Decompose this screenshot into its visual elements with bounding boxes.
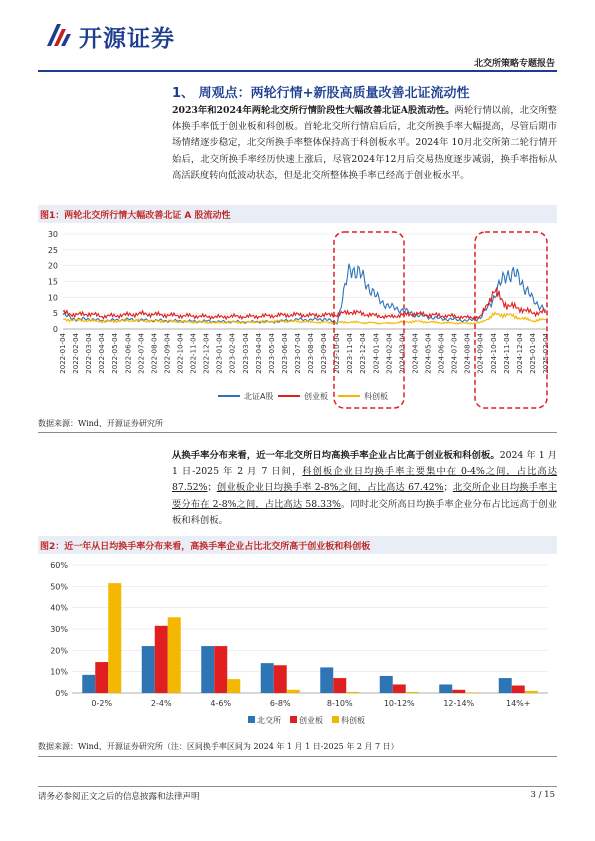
- x-tick-label: 2022-12-04: [202, 333, 211, 374]
- logo-text: 开源证券: [79, 26, 175, 52]
- x-tick-label: 2023-01-04: [215, 333, 224, 374]
- legend-swatch: [290, 716, 297, 723]
- x-tick-label: 2024-09-04: [476, 333, 485, 374]
- x-tick-label: 2023-09-04: [320, 333, 329, 374]
- figure-2-chart: [38, 558, 558, 738]
- footer-disclaimer: 请务必参阅正文之后的信息披露和法律声明: [38, 792, 200, 802]
- x-tick-label: 2024-04-04: [411, 333, 420, 374]
- bar-0-1: [142, 646, 155, 693]
- bar-1-5: [393, 684, 406, 693]
- x-tick-label: 2022-10-04: [176, 333, 185, 374]
- paragraph-2-sep-2: ；: [443, 482, 453, 494]
- legend-swatch: [248, 716, 255, 723]
- y-tick-label: 50%: [50, 582, 68, 592]
- x-tick-label: 2025-02-04: [542, 333, 550, 374]
- y-tick-label: 20%: [50, 646, 68, 656]
- x-tick-label: 14%+: [506, 699, 531, 708]
- x-tick-label: 2024-02-04: [385, 333, 394, 374]
- logo-mark-icon: [45, 20, 73, 50]
- x-tick-label: 12-14%: [443, 699, 475, 708]
- y-tick-label: 40%: [50, 603, 68, 613]
- bar-0-3: [261, 663, 274, 693]
- bar-2-3: [287, 690, 300, 693]
- x-tick-label: 2024-07-04: [450, 333, 459, 374]
- legend-label: 科创板: [341, 716, 365, 725]
- bar-0-7: [499, 678, 512, 693]
- bar-1-2: [214, 646, 227, 693]
- x-tick-label: 2023-03-04: [241, 333, 250, 374]
- legend-label: 北交所: [257, 716, 281, 725]
- footer-rule: [38, 786, 557, 787]
- x-tick-label: 2022-06-04: [124, 333, 133, 374]
- x-tick-label: 2022-03-04: [85, 333, 94, 374]
- x-tick-label: 2-4%: [150, 699, 172, 708]
- y-tick-label: 0%: [55, 689, 68, 698]
- bar-1-1: [155, 626, 168, 693]
- series-line-1: [63, 289, 546, 320]
- bar-1-7: [512, 686, 525, 693]
- paragraph-1: [172, 103, 557, 184]
- x-tick-label: 10-12%: [383, 699, 415, 708]
- x-tick-label: 2023-12-04: [359, 333, 368, 374]
- figure-1-chart: [38, 226, 558, 416]
- bar-0-2: [201, 646, 214, 693]
- y-tick-label: 10: [47, 293, 58, 303]
- bar-2-2: [227, 679, 240, 693]
- x-tick-label: 2023-07-04: [293, 333, 302, 374]
- x-tick-label: 6-8%: [269, 699, 291, 708]
- x-tick-label: 2022-01-04: [59, 333, 67, 374]
- figure-2-source: 数据来源：Wind、开源证券研究所（注：区间换手率区间为 2024 年 1 月 1 日-2025 年 2 月 7 日）: [38, 742, 399, 751]
- x-tick-label: 2024-12-04: [515, 333, 524, 374]
- bar-1-3: [274, 665, 287, 693]
- x-tick-label: 2024-10-04: [489, 333, 498, 374]
- bar-2-6: [465, 692, 478, 693]
- paragraph-2-tail: 。同时北交所高日均换手率企业分布占比远高于创业板和科创板。: [172, 498, 557, 526]
- y-tick-label: 30: [47, 230, 58, 239]
- legend-label: 创业板: [299, 716, 323, 725]
- report-type: 北交所策略专题报告: [473, 59, 555, 69]
- figure-1-title: 图1：两轮北交所行情大幅改善北证 A 股流动性: [40, 211, 231, 221]
- x-tick-label: 2023-11-04: [346, 333, 355, 374]
- x-tick-label: 2023-10-04: [333, 333, 342, 374]
- y-tick-label: 0: [52, 325, 58, 334]
- y-tick-label: 20: [47, 261, 58, 271]
- figure-1-rule: [38, 432, 557, 433]
- logo: [45, 18, 225, 52]
- legend-label: 北证A股: [244, 392, 274, 401]
- bar-2-7: [525, 691, 538, 693]
- x-tick-label: 2024-11-04: [502, 333, 511, 374]
- paragraph-2: [172, 448, 557, 529]
- x-tick-label: 2024-05-04: [424, 333, 433, 374]
- paragraph-2-star-market-stat: 科创板企业日均换手率主要集中在 0-4%之间，占比高达 87.52%: [172, 466, 557, 494]
- paragraph-2-bse-stat: 北交所企业日均换手率主要分布在 2-8%之间，占比高达 58.33%: [172, 482, 557, 510]
- highlight-box-first-rally: [334, 232, 407, 408]
- x-tick-label: 2022-11-04: [189, 333, 198, 374]
- bar-2-1: [168, 617, 181, 693]
- x-tick-label: 2023-08-04: [307, 333, 316, 374]
- y-tick-label: 30%: [50, 625, 68, 634]
- page-number: 3 / 15: [530, 790, 555, 800]
- paragraph-1-body: 两轮行情以前，北交所整体换手率低于创业板和科创板。首轮北交所行情启后后，北交所换手率大幅提高，尽管后期市场情绪逐步稳定，北交所换手率整体保持高于科创板水平。2024年 10月北交所第二轮行情开始后，北交所换手率经历快速上涨后，尽管2024年12月后交易热度逐步减弱，换手率指标从高活跃度转向低波动状态，但是北交所整体换手率已经高于创业板水平。: [172, 105, 557, 181]
- x-tick-label: 2022-09-04: [163, 333, 172, 374]
- paragraph-1-lead: 2023年和2024年两轮北交所行情阶段性大幅改善北证A股流动性。: [172, 105, 455, 116]
- x-tick-label: 2022-08-04: [150, 333, 159, 374]
- x-tick-label: 0-2%: [91, 699, 113, 708]
- bar-1-0: [95, 662, 108, 693]
- x-tick-label: 2022-02-04: [72, 333, 81, 374]
- x-tick-label: 2024-03-04: [398, 333, 407, 374]
- bar-0-4: [320, 667, 333, 693]
- bar-0-5: [380, 676, 393, 693]
- paragraph-2-lead: 从换手率分布来看，近一年北交所日均高换手率企业占比高于创业板和科创板。: [172, 450, 500, 461]
- x-tick-label: 2023-02-04: [228, 333, 237, 374]
- x-tick-label: 2023-05-04: [267, 333, 276, 374]
- legend-label: 创业板: [304, 392, 328, 401]
- y-tick-label: 60%: [50, 561, 68, 570]
- x-tick-label: 2025-01-04: [528, 333, 537, 374]
- paragraph-2-date-range: 2024 年 1 月 1 日-2025 年 2 月 7 日间，: [172, 450, 557, 478]
- x-tick-label: 2023-04-04: [254, 333, 263, 374]
- section-title: 1、 周观点：两轮行情+新股高质量改善北证流动性: [172, 86, 470, 101]
- paragraph-2-sep-1: ；: [207, 482, 217, 494]
- figure-2-title: 图2：近一年从日均换手率分布来看，高换手率企业占比北交所高于创业板和科创板: [40, 542, 371, 552]
- legend-swatch: [332, 716, 339, 723]
- bar-2-5: [406, 692, 419, 693]
- x-tick-label: 2024-06-04: [437, 333, 446, 374]
- x-tick-label: 2022-07-04: [137, 333, 146, 374]
- x-tick-label: 4-6%: [210, 699, 232, 708]
- bar-2-0: [108, 583, 121, 693]
- paragraph-2-chinext-stat: 创业板企业日均换手率 2-8%之间，占比高达 67.42%: [216, 482, 444, 494]
- x-tick-label: 2024-01-04: [372, 333, 381, 374]
- y-tick-label: 15: [47, 277, 58, 287]
- bar-0-0: [82, 675, 95, 693]
- bar-0-6: [439, 684, 452, 693]
- legend-label: 科创板: [364, 392, 388, 401]
- bar-2-4: [346, 692, 359, 693]
- x-tick-label: 2024-08-04: [463, 333, 472, 374]
- y-tick-label: 10%: [50, 667, 68, 677]
- bar-1-4: [333, 678, 346, 693]
- y-tick-label: 25: [47, 245, 58, 255]
- bar-1-6: [452, 690, 465, 693]
- figure-1-source: 数据来源：Wind、开源证券研究所: [38, 419, 163, 428]
- header-rule: [38, 70, 557, 72]
- x-tick-label: 2022-05-04: [111, 333, 120, 374]
- x-tick-label: 8-10%: [326, 699, 353, 708]
- x-tick-label: 2022-04-04: [98, 333, 107, 374]
- x-tick-label: 2023-06-04: [280, 333, 289, 374]
- y-tick-label: 5: [52, 309, 58, 319]
- figure-2-rule: [38, 756, 557, 757]
